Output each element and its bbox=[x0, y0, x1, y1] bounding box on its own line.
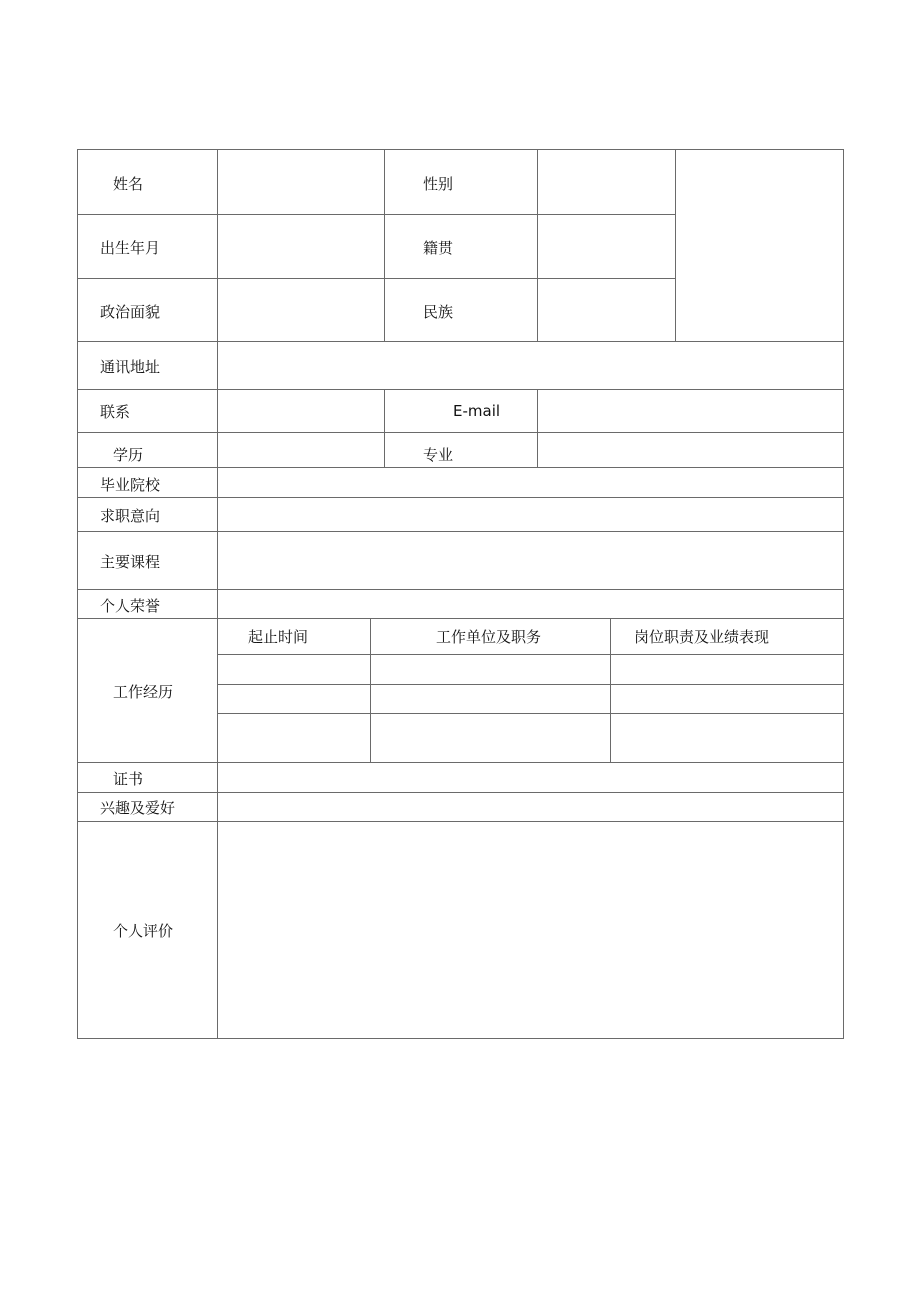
school-value-cell[interactable] bbox=[218, 468, 843, 497]
intention-label: 求职意向 bbox=[100, 507, 161, 525]
mid-column-line-b bbox=[384, 389, 385, 467]
ethnicity-label: 民族 bbox=[423, 303, 454, 321]
certificate-label: 证书 bbox=[113, 770, 144, 788]
native-place-label: 籍贯 bbox=[423, 239, 454, 257]
hobby-value-cell[interactable] bbox=[218, 793, 843, 821]
birth-value-cell[interactable] bbox=[218, 215, 384, 278]
work-col-period: 起止时间 bbox=[248, 628, 309, 646]
email-value-cell[interactable] bbox=[538, 390, 843, 432]
name-label: 姓名 bbox=[113, 175, 144, 193]
honors-value-cell[interactable] bbox=[218, 590, 843, 618]
ethnicity-value-cell[interactable] bbox=[538, 279, 675, 341]
evaluation-value-cell[interactable] bbox=[218, 822, 843, 1038]
work-row-2[interactable] bbox=[218, 685, 843, 713]
political-value-cell[interactable] bbox=[218, 279, 384, 341]
gender-value-cell[interactable] bbox=[538, 150, 675, 214]
address-label: 通讯地址 bbox=[100, 358, 161, 376]
major-value-cell[interactable] bbox=[538, 433, 843, 467]
work-col-duties: 岗位职责及业绩表现 bbox=[634, 628, 770, 646]
certificate-value-cell[interactable] bbox=[218, 763, 843, 792]
name-value-cell[interactable] bbox=[218, 150, 384, 214]
school-label: 毕业院校 bbox=[100, 476, 161, 494]
email-label: E-mail bbox=[453, 402, 501, 420]
honors-label: 个人荣誉 bbox=[100, 597, 161, 615]
work-label: 工作经历 bbox=[113, 683, 174, 701]
border-bottom bbox=[77, 1038, 844, 1039]
education-label: 学历 bbox=[113, 446, 144, 464]
mid-column-line-a bbox=[384, 149, 385, 341]
border-left bbox=[77, 149, 78, 1039]
work-col-employer: 工作单位及职务 bbox=[436, 628, 542, 646]
intention-value-cell[interactable] bbox=[218, 498, 843, 531]
work-row-1[interactable] bbox=[218, 655, 843, 684]
native-place-value-cell[interactable] bbox=[538, 215, 675, 278]
courses-label: 主要课程 bbox=[100, 553, 161, 571]
address-value-cell[interactable] bbox=[218, 342, 843, 389]
border-right bbox=[843, 149, 844, 1039]
education-value-cell[interactable] bbox=[218, 433, 384, 467]
gender-label: 性别 bbox=[423, 175, 454, 193]
hobby-label: 兴趣及爱好 bbox=[100, 799, 176, 817]
birth-label: 出生年月 bbox=[100, 239, 161, 257]
political-label: 政治面貌 bbox=[100, 303, 161, 321]
major-label: 专业 bbox=[423, 446, 454, 464]
photo-cell[interactable] bbox=[676, 150, 843, 341]
evaluation-label: 个人评价 bbox=[113, 922, 174, 940]
contact-value-cell[interactable] bbox=[218, 390, 384, 432]
contact-label: 联系 bbox=[100, 403, 131, 421]
row-line-10 bbox=[77, 618, 844, 619]
work-row-3[interactable] bbox=[218, 714, 843, 762]
courses-value-cell[interactable] bbox=[218, 532, 843, 589]
